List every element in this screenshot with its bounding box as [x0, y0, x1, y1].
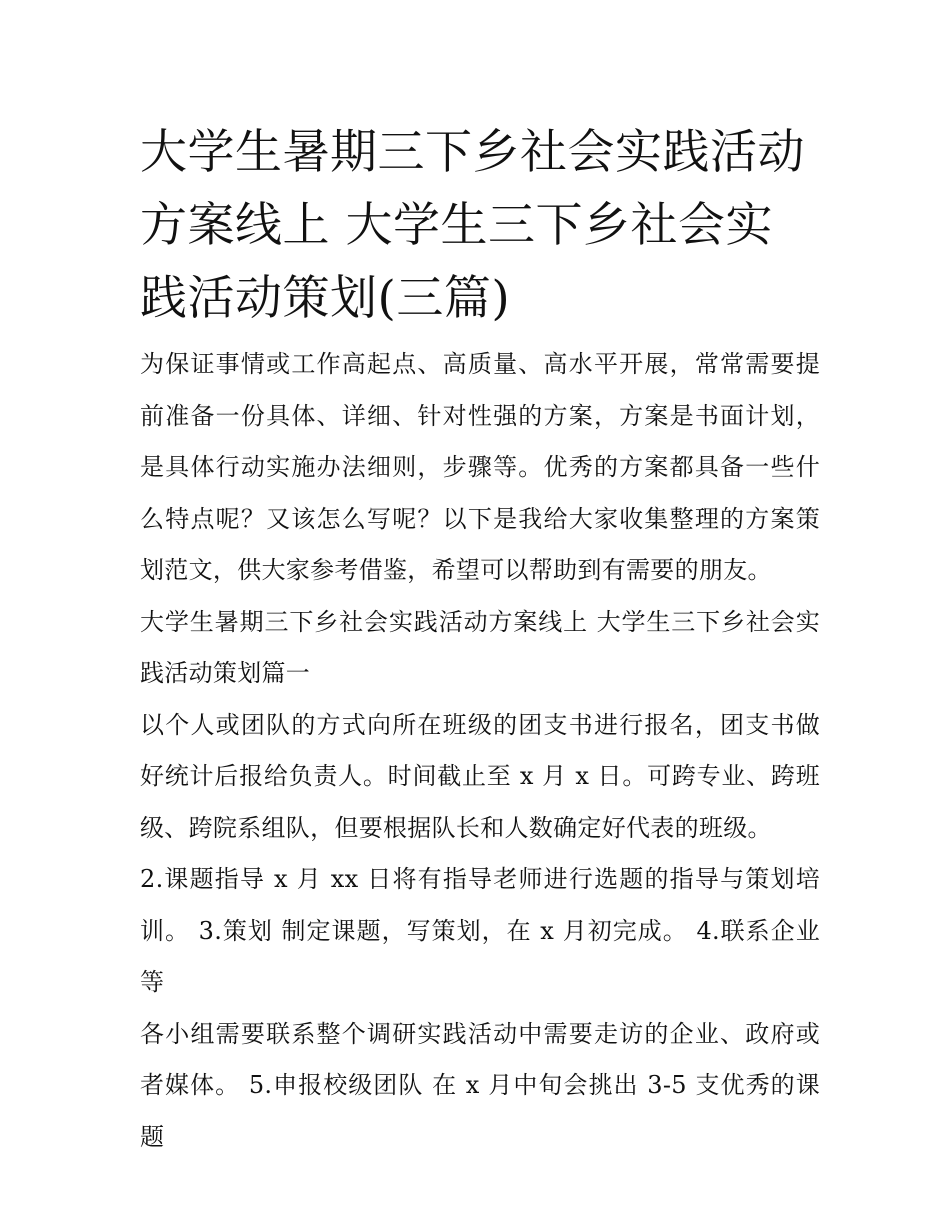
document-title: 大学生暑期三下乡社会实践活动方案线上 大学生三下乡社会实践活动策划(三篇)	[140, 125, 805, 326]
body-paragraph: 2.课题指导 x 月 xx 日将有指导老师进行选题的指导与策划培训。 3.策划 制定课题，写策划，在 x 月初完成。 4.联系企业等	[140, 865, 820, 996]
body-paragraph: 各小组需要联系整个调研实践活动中需要走访的企业、政府或者媒体。 5.申报校级团队 在 x 月中旬会挑出 3-5 支优秀的课题	[140, 1019, 820, 1151]
section-heading: 大学生暑期三下乡社会实践活动方案线上 大学生三下乡社会实践活动策划篇一	[140, 607, 820, 687]
document-page	[140, 116, 820, 1163]
intro-paragraph: 为保证事情或工作高起点、高质量、高水平开展，常常需要提前准备一份具体、详细、针对性强的方案，方案是书面计划，是具体行动实施办法细则，步骤等。优秀的方案都具备一些什么特点呢？又该怎么写呢？以下是我给大家收集整理的方案策划范文，供大家参考借鉴，希望可以帮助到有需要的朋友。	[140, 350, 820, 584]
body-paragraph: 以个人或团队的方式向所在班级的团支书进行报名，团支书做好统计后报给负责人。时间截止至 x 月 x 日。可跨专业、跨班级、跨院系组队，但要根据队长和人数确定好代表的班级。	[140, 710, 820, 842]
